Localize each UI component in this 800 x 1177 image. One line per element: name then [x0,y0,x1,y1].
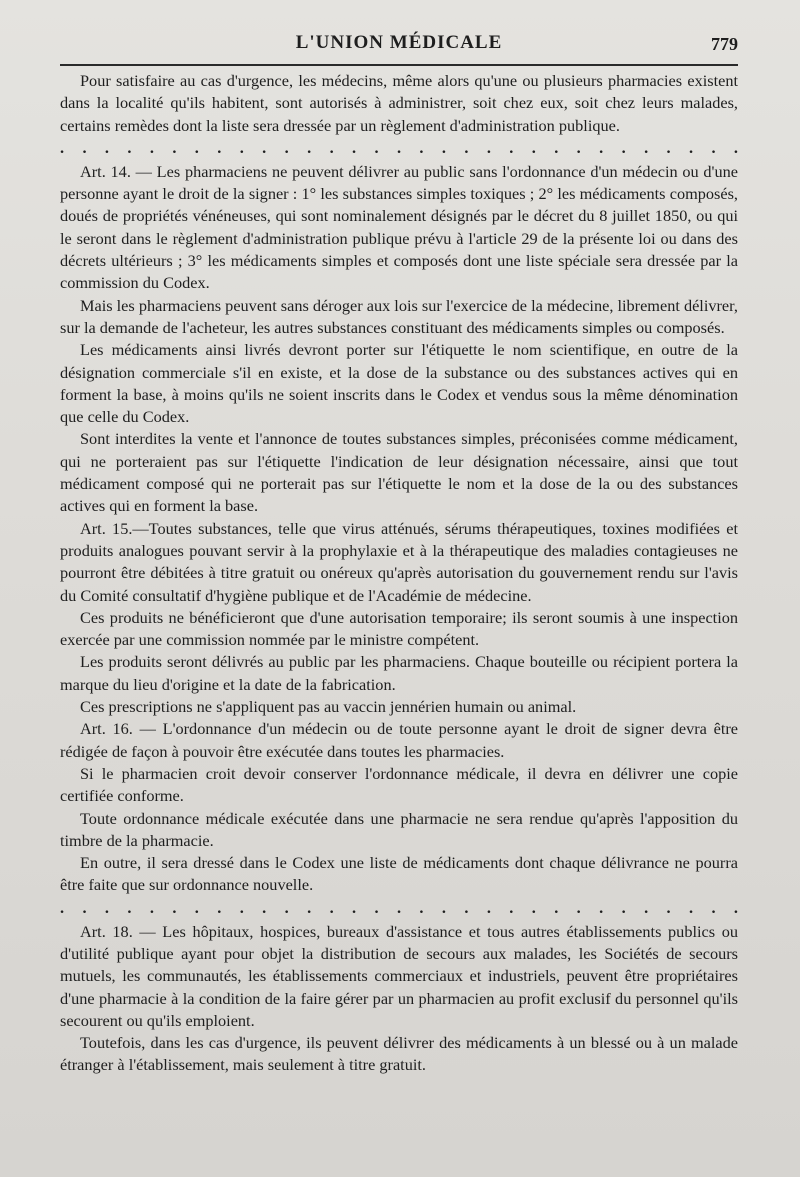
page-header [60,28,738,62]
paragraph-art-16-d: En outre, il sera dressé dans le Codex une liste de médicaments dont chaque délivrance ne pourra être faite que sur ordonnance nouvelle. [60,853,738,895]
paragraph-art-16-b: Si le pharmacien croit devoir conserver l'ordonnance médicale, il devra en délivrer une copie certifiée conforme. [60,763,738,806]
paragraph-art-15: Art. 15.—Toutes substances, telle que virus atténués, sérums thérapeutiques, toxines modifiées et produits analogues pouvant servir à la prophylaxie et à la thérapeutique des maladies contagieuses ne pourront être débitées à titre gratuit ou onéreux qu'après autorisation du gouvernement rendu sur l'avis du Comité consultatif d'hygiène publique et de l'Académie de médecine. [60,518,738,605]
paragraph-art-14-c: Les médicaments ainsi livrés devront porter sur l'étiquette le nom scientifique, en outre de la désignation commerciale s'il en existe, et la dose de la substance ou des substances actives qui en forment la base, à moins qu'ils ne soient inscrits dans le Codex et vendus sous la même dénomination que celle du Codex. [60,340,738,427]
paragraph-art-15-b: Ces produits ne bénéficieront que d'une autorisation temporaire; ils seront soumis à une inspection exercée par une commission nommée par le ministre compétent. [60,607,738,650]
running-title: L'UNION MÉDICALE [295,32,503,53]
header-rule [60,64,738,66]
paragraph-art-14: Art. 14. — Les pharmaciens ne peuvent délivrer au public sans l'ordonnance d'un médecin ou d'une personne ayant le droit de la signer : 1° les substances simples toxiques ; 2° les médicaments composés, doués de propriétés vénéneuses, qui sont nominalement désignés par le décret du 8 juillet 1850, ou qui le seront dans le règlement d'administration publique prévu à l'article 29 de la présente loi ou dans des décrets ultérieurs ; 3° les médicaments simples et composés dont une liste spéciale sera dressée par la commission du Codex. [60,161,738,293]
document-body [60,70,738,1077]
paragraph-art-18: Art. 18. — Les hôpitaux, hospices, bureaux d'assistance et tous autres établissements publics ou d'utilité publique ayant pour objet la distribution de secours aux malades, les Sociétés de secours mutuels, les communautés, les établissements commerciaux et industriels, peuvent être propriétaires d'une pharmacie à la condition de la faire gérer par un pharmacien au profit exclusif du personnel qu'ils secourent ou qu'ils emploient. [60,921,738,1030]
page-number: 779 [711,34,738,54]
paragraph-art-14-d: Sont interdites la vente et l'annonce de toutes substances simples, préconisées comme médicament, qui ne porteraient pas sur l'étiquette l'indication de leur désignation nécessaire, ainsi que tout médicament composé qui ne porterait pas sur l'étiquette le nom et la dose de la ou des substances actives qui en forment la base. [60,429,738,516]
ellipsis-divider: . . . . . . . . . . . . . . . . . . . . . . . . . . . . . . . [60,137,738,157]
paragraph-art-15-c: Les produits seront délivrés au public par les pharmaciens. Chaque bouteille ou récipient portera la marque du lieu d'origine et la date de la fabrication. [60,652,738,694]
paragraph-art-16-c: Toute ordonnance médicale exécutée dans une pharmacie ne sera rendue qu'après l'apposition du timbre de la pharmacie. [60,808,738,850]
ellipsis-divider-2: . . . . . . . . . . . . . . . . . . . . . . . . . . . . . . . [60,897,738,917]
paragraph-art-18-b: Toutefois, dans les cas d'urgence, ils peuvent délivrer des médicaments à un blessé ou à un malade étranger à l'établissement, mais seulement à titre gratuit. [60,1033,738,1075]
paragraph-art-15-d: Ces prescriptions ne s'appliquent pas au vaccin jennérien humain ou animal. [80,697,577,717]
paragraph-art-14-b: Mais les pharmaciens peuvent sans déroger aux lois sur l'exercice de la médecine, librement délivrer, sur la demande de l'acheteur, les autres substances constituant des médicaments simples ou composés. [60,295,738,337]
paragraph-urgence: Pour satisfaire au cas d'urgence, les médecins, même alors qu'une ou plusieurs pharmacies existent dans la localité qu'ils habitent, sont autorisés à administrer, soit chez eux, soit chez leurs malades, certains remèdes dont la liste sera dressée par un règlement d'administration publique. [60,71,738,135]
paragraph-art-16: Art. 16. — L'ordonnance d'un médecin ou de toute personne ayant le droit de signer devra être rédigée de façon à pouvoir être exécutée dans toutes les pharmacies. [60,719,738,761]
